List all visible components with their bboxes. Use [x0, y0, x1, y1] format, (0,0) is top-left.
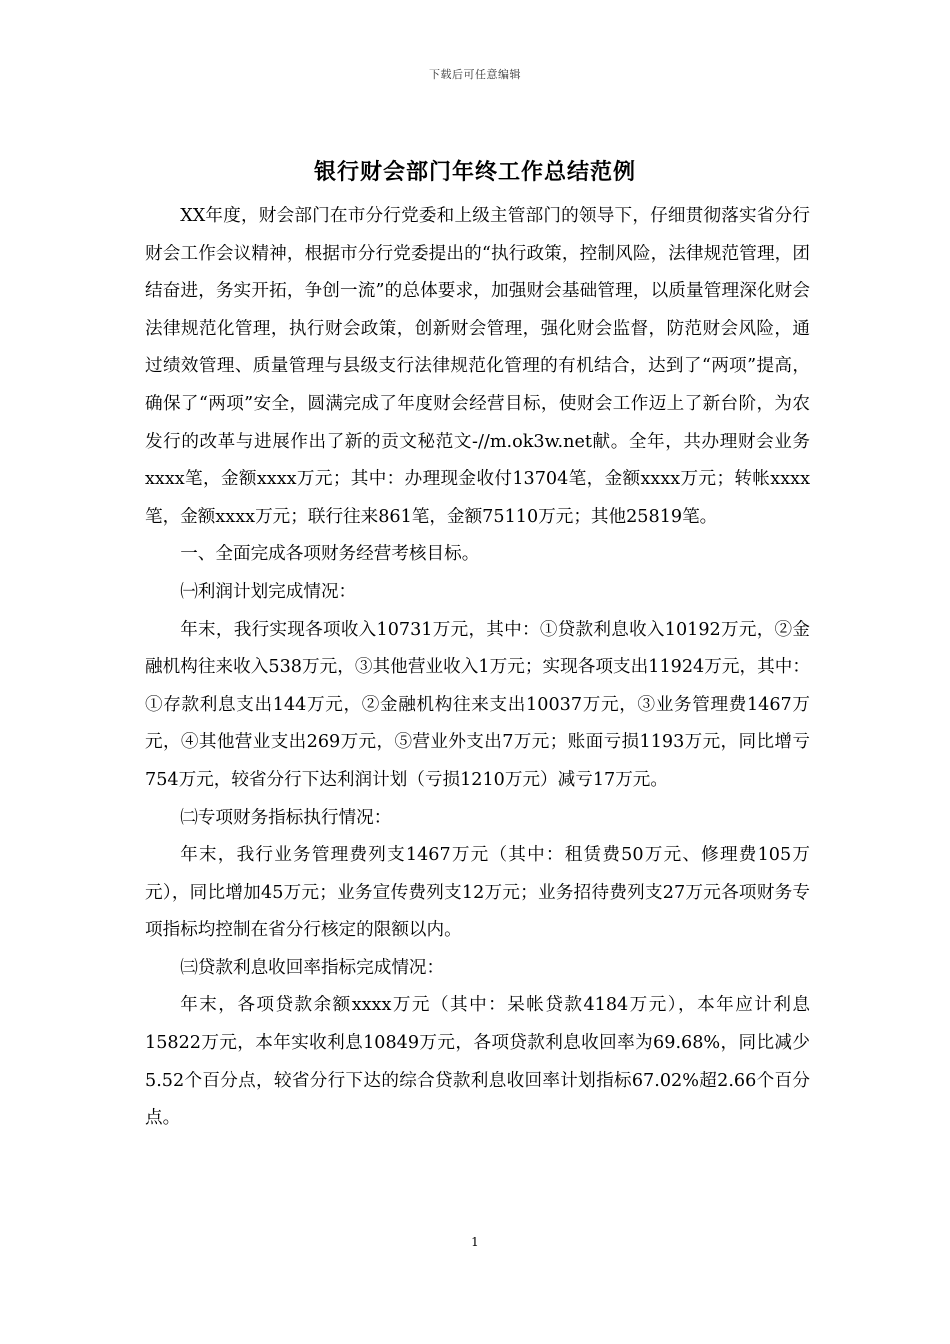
document-title: 银行财会部门年终工作总结范例 — [313, 159, 636, 185]
paragraph-intro: XX年度，财会部门在市分行党委和上级主管部门的领导下，仔细贯彻落实省分行财会工作会议精神，根据市分行党委提出的“执行政策，控制风险，法律规范管理，团结奋进，务实开拓，争创一流”的总体要求，加强财会基础管理，以质量管理深化财会法律规范化管理，执行财会政策，创新财会管理，强化财会监督，防范财会风险，通过绩效管理、质量管理与县级支行法律规范化管理的有机结合，达到了“两项”提高，确保了“两项”安全，圆满完成了年度财会经营目标，使财会工作迈上了新台阶，为农发行的改革与进展作出了新的贡文秘范文-//m.ok3w.net献。全年，共办理财会业务xxxx笔，金额xxxx万元；其中：办理现金收付13704笔，金额xxxx万元；转帐xxxx笔，金额xxxx万元；联行往来861笔，金额75110万元；其他25819笔。 — [145, 206, 810, 527]
page-number: 1 — [471, 1235, 479, 1249]
header-note: 下载后可任意编辑 — [429, 68, 521, 81]
paragraph-special-indicators: 年末，我行业务管理费列支1467万元（其中：租赁费50万元、修理费105万元），同比增加45万元；业务宣传费列支12万元；业务招待费列支27万元各项财务专项指标均控制在省分行核定的限额以内。 — [145, 845, 810, 941]
subsection-heading: ㈢贷款利息收回率指标完成情况： — [180, 957, 445, 978]
section-heading: 一、全面完成各项财务经营考核目标。 — [180, 544, 480, 565]
subsection-heading: ㈡专项财务指标执行情况： — [180, 807, 392, 828]
paragraph-profit: 年末，我行实现各项收入10731万元，其中：①贷款利息收入10192万元，②金融机构往来收入538万元，③其他营业收入1万元；实现各项支出11924万元，其中：①存款利息支出144万元，②金融机构往来支出10037万元，③业务管理费1467万元，④其他营业支出269万元，⑤营业外支出7万元；账面亏损1193万元，同比增亏754万元，较省分行下达利润计划（亏损1210万元）减亏17万元。 — [145, 619, 810, 790]
document-body — [145, 198, 810, 1138]
subsection-heading: ㈠利润计划完成情况： — [180, 581, 357, 602]
paragraph-interest-recovery: 年末，各项贷款余额xxxx万元（其中：呆帐贷款4184万元），本年应计利息15822万元，本年实收利息10849万元，各项贷款利息收回率为69.68%，同比减少5.52个百分点，较省分行下达的综合贷款利息收回率计划指标67.02%超2.66个百分点。 — [145, 995, 810, 1129]
